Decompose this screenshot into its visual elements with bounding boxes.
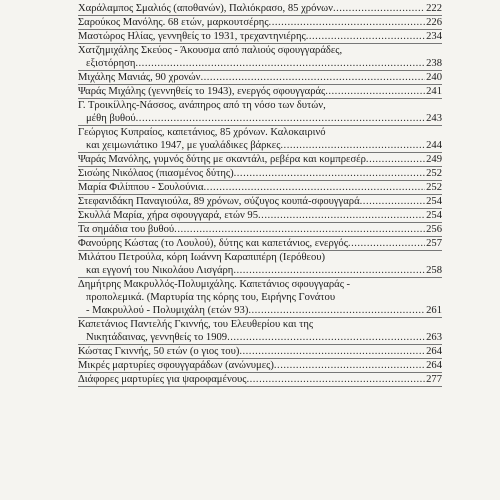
toc-entry-line xyxy=(78,167,442,180)
toc-entry xyxy=(78,209,442,223)
toc-entry xyxy=(78,237,442,251)
toc-entry xyxy=(78,251,442,278)
toc-page-number: 264 xyxy=(426,346,442,357)
toc-entry-title: Καπετάνιος Παντελής Γκιννής, του Ελευθερίου και της xyxy=(78,319,314,330)
toc-entry-line xyxy=(78,85,442,98)
toc-entry-line xyxy=(78,57,442,70)
toc-entry-line xyxy=(78,237,442,250)
toc-entry xyxy=(78,359,442,373)
toc-entry-title: προπολεμικά. (Μαρτυρία της κόρης του, Ειρήνης Γονάτου xyxy=(86,292,336,303)
toc-entry-title: Σισώης Νικόλαος (πιασμένος δύτης) xyxy=(78,168,234,179)
toc-entry-line xyxy=(78,223,442,236)
dot-leader xyxy=(136,112,425,125)
toc-entry-line xyxy=(78,16,442,29)
toc-entry xyxy=(78,16,442,30)
dot-leader xyxy=(227,331,425,344)
toc-page-number: 258 xyxy=(426,265,442,276)
toc-entry xyxy=(78,223,442,237)
toc-entry xyxy=(78,195,442,209)
dot-leader xyxy=(333,2,425,15)
toc-entry xyxy=(78,44,442,71)
toc-entry-title: Κώστας Γκιννής, 50 ετών (ο γιος του) xyxy=(78,346,240,357)
toc-entry-title: μέθη βυθού xyxy=(86,113,136,124)
toc-entry-line xyxy=(78,291,442,304)
toc-entry-title: Ψαράς Μανόλης, γυμνός δύτης με σκαντάλι, ρεβέρα και κομπρεσέρ xyxy=(78,154,366,165)
toc-entry-line xyxy=(78,112,442,125)
toc-entry-line xyxy=(78,359,442,372)
toc-entry-title: Γ. Τροικίλλης-Νάσσος, ανάπηρος από τη νόσο των δυτών, xyxy=(78,100,326,111)
toc-entry-title: Τα σημάδια του βυθού xyxy=(78,224,175,235)
toc-entry-title: Στεφανιδάκη Παναγιούλα, 89 χρόνων, σύζυγος κουπά-σφουγγαρά xyxy=(78,196,360,207)
toc-entry xyxy=(78,2,442,16)
toc-page-number: 252 xyxy=(426,182,442,193)
toc-entry-line xyxy=(78,44,442,57)
toc-entry xyxy=(78,153,442,167)
toc-entry xyxy=(78,345,442,359)
toc-page-number: 261 xyxy=(426,305,442,316)
toc-page-number: 240 xyxy=(426,72,442,83)
toc-page-number: 252 xyxy=(426,168,442,179)
dot-leader xyxy=(239,345,425,358)
toc-page-number: 257 xyxy=(426,238,442,249)
dot-leader xyxy=(200,71,425,84)
toc-entry-title: Νικητάδαινας, γεννηθείς το 1909 xyxy=(86,332,228,343)
toc-entry xyxy=(78,278,442,318)
toc-page-number: 264 xyxy=(426,360,442,371)
toc-entry-title: Χατζημιχάλης Σκεύος - Άκουσμα από παλιούς σφουγγαράδες, xyxy=(78,45,343,56)
dot-leader xyxy=(325,85,425,98)
dot-leader xyxy=(233,264,425,277)
toc-page-number: 277 xyxy=(426,374,442,385)
dot-leader xyxy=(135,57,425,70)
toc-page-number: 249 xyxy=(426,154,442,165)
dot-leader xyxy=(348,237,425,250)
toc-entry-title: Χαράλαμπος Σμαλιός (αποθανών), Παλιόκρασο, 85 χρόνων xyxy=(78,3,333,14)
toc-entry-line xyxy=(78,195,442,208)
toc-entry xyxy=(78,167,442,181)
toc-entry-line xyxy=(78,181,442,194)
toc-entry-title: Ψαράς Μιχάλης (γεννηθείς το 1943), ενεργός σφουγγαράς xyxy=(78,86,326,97)
toc-page-number: 254 xyxy=(426,210,442,221)
toc-entry-title: Διάφορες μαρτυρίες για ψαροφαμένους xyxy=(78,374,247,385)
toc-entry-title: Μιλάτου Πετρούλα, κόρη Ιωάννη Καραπιπέρη (Ιερόθεου) xyxy=(78,252,326,263)
toc-entry-title: εξιστόρηση xyxy=(86,58,136,69)
toc-entry-line xyxy=(78,264,442,277)
toc-page-number: 238 xyxy=(426,58,442,69)
toc-entry xyxy=(78,373,442,387)
toc-entry xyxy=(78,30,442,44)
dot-leader xyxy=(204,181,426,194)
toc-page-number: 243 xyxy=(426,113,442,124)
toc-entry-line xyxy=(78,278,442,291)
dot-leader xyxy=(360,195,425,208)
toc-entry-line xyxy=(78,30,442,43)
dot-leader xyxy=(258,209,425,222)
toc-page-number: 241 xyxy=(426,86,442,97)
toc-page-number: 263 xyxy=(426,332,442,343)
toc-entry-line xyxy=(78,251,442,264)
toc-entry-title: Φανούρης Κώστας (το Λουλού), δύτης και καπετάνιος, ενεργός xyxy=(78,238,348,249)
toc-entry xyxy=(78,318,442,345)
dot-leader xyxy=(280,139,425,152)
toc-entry-line xyxy=(78,99,442,112)
toc-entry-line xyxy=(78,345,442,358)
toc-entry-line xyxy=(78,71,442,84)
toc-entry-line xyxy=(78,153,442,166)
toc-entry xyxy=(78,181,442,195)
toc-entry-title: και εγγονή του Νικολάου Λισγάρη xyxy=(86,265,234,276)
toc-entry-title: Δημήτρης Μακρυλλός-Πολυμιχάλης. Καπετάνιος σφουγγαράς - xyxy=(78,279,351,290)
toc-entry xyxy=(78,99,442,126)
dot-leader xyxy=(248,304,425,317)
dot-leader xyxy=(174,223,425,236)
table-of-contents xyxy=(78,2,442,387)
dot-leader xyxy=(246,373,425,386)
toc-entry-line xyxy=(78,209,442,222)
dot-leader xyxy=(306,30,425,43)
toc-entry-line xyxy=(78,318,442,331)
toc-page-number: 222 xyxy=(426,3,442,14)
dot-leader xyxy=(234,167,425,180)
toc-entry-line xyxy=(78,331,442,344)
toc-entry xyxy=(78,85,442,99)
toc-page-number: 244 xyxy=(426,140,442,151)
toc-entry-line xyxy=(78,373,442,386)
toc-page-number: 254 xyxy=(426,196,442,207)
toc-entry-line xyxy=(78,2,442,15)
dot-leader xyxy=(366,153,425,166)
toc-entry xyxy=(78,126,442,153)
toc-entry xyxy=(78,71,442,85)
toc-entry-line xyxy=(78,139,442,152)
toc-entry-title: Σαρούκος Μανόλης. 68 ετών, μαρκουτσέρης xyxy=(78,17,269,28)
toc-page-number: 226 xyxy=(426,17,442,28)
dot-leader xyxy=(274,359,425,372)
toc-entry-title: Σκυλλά Μαρία, χήρα σφουγγαρά, ετών 95 xyxy=(78,210,259,221)
toc-page-number: 234 xyxy=(426,31,442,42)
toc-entry-title: Γεώργιος Κυπραίος, καπετάνιος, 85 χρόνων. Καλοκαιρινό xyxy=(78,127,326,138)
toc-entry-title: Μαστώρος Ηλίας, γεννηθείς το 1931, τρεχαντηνιέρης xyxy=(78,31,306,42)
toc-entry-line xyxy=(78,126,442,139)
toc-entry-line xyxy=(78,304,442,317)
toc-entry-title: και χειμωνιάτικο 1947, με γυαλάδικες βάρκες xyxy=(86,140,281,151)
toc-entry-title: - Μακρυλλού - Πολυμιχάλη (ετών 93) xyxy=(86,305,249,316)
toc-entry-title: Μικρές μαρτυρίες σφουγγαράδων (ανώνυμες) xyxy=(78,360,274,371)
toc-page-number: 256 xyxy=(426,224,442,235)
dot-leader xyxy=(269,16,426,29)
toc-entry-title: Μιχάλης Μανιάς, 90 χρονών xyxy=(78,72,201,83)
toc-entry-title: Μαρία Φιλίππου - Σουλούνια xyxy=(78,182,204,193)
